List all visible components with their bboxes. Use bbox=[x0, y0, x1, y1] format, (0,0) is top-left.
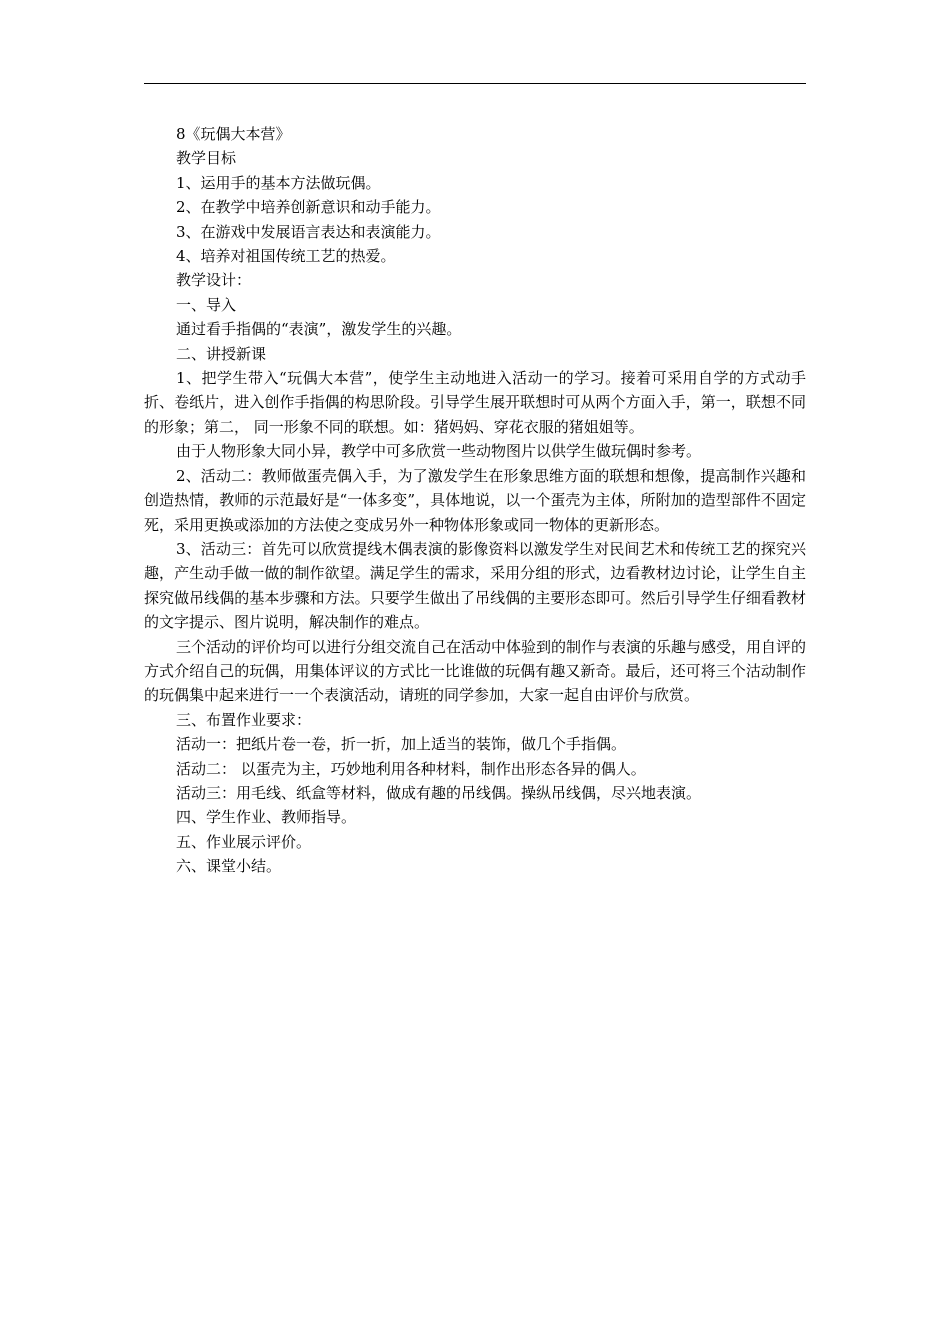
goal-item: 2、在教学中培养创新意识和动手能力。 bbox=[176, 198, 441, 217]
homework-item: 活动二： 以蛋壳为主，巧妙地利用各种材料，制作出形态各异的偶人。 bbox=[176, 759, 646, 778]
paragraph-evaluation: 三个活动的评价均可以进行分组交流自己在活动中体验到的制作与表演的乐趣与感受，用自评的方式介绍自己的玩偶，用集体评议的方式比一比谁做的玩偶有趣又新奇。最后，还可将三个沽动制作的玩偶集中起来进行一一个表演活动，请班的同学参加，大家一起自由评价与欣赏。 bbox=[144, 637, 807, 705]
homework-item: 活动一：把纸片卷一卷，折一折，加上适当的装饰，做几个手指偶。 bbox=[176, 735, 627, 754]
paragraph-activity-two: 2、活动二：教师做蛋壳偶入手，为了激发学生在形象思维方面的联想和想像，提高制作兴趣和创造热情，教师的示范最好是“一体多变”，具体地说，以一个蛋壳为主体，所附加的造型部件不固定死，采用更换或添加的方法使之变成另外一种物体形象或同一物体的更新形态。 bbox=[144, 466, 806, 534]
goals-heading: 教学目标 bbox=[176, 149, 237, 168]
paragraph-activity-one: 1、把学生带入“玩偶大本营”，使学生主动地进入活动一的学习。接着可采用自学的方式动手折、卷纸片，进入创作手指偶的构思阶段。引导学生展开联想时可从两个方面入手，第一，联想不同的形象；第二， 同一形象不同的联想。如：猪妈妈、穿花衣服的猪姐姐等。 bbox=[144, 369, 806, 436]
section-heading-guidance: 四、学生作业、教师指导。 bbox=[176, 808, 357, 827]
design-heading: 教学设计： bbox=[176, 271, 252, 290]
paragraph-reference: 由于人物形象大同小异，教学中可多欣赏一些动物图片以供学生做玩偶时参考。 bbox=[176, 442, 702, 461]
document-body bbox=[144, 122, 806, 879]
section-heading-summary: 六、课堂小结。 bbox=[176, 857, 282, 876]
goal-item: 3、在游戏中发展语言表达和表演能力。 bbox=[176, 222, 441, 241]
homework-item: 活动三：用毛线、纸盒等材料，做成有趣的吊线偶。操纵吊线偶，尽兴地表演。 bbox=[176, 783, 702, 802]
section-heading-new-lesson: 二、讲授新课 bbox=[176, 344, 267, 363]
document-title: 8《玩偶大本营》 bbox=[176, 125, 291, 143]
intro-text: 通过看手指偶的“表演”，激发学生的兴趣。 bbox=[176, 320, 462, 339]
header-rule bbox=[144, 83, 806, 84]
section-heading-intro: 一、导入 bbox=[176, 295, 237, 314]
section-heading-display: 五、作业展示评价。 bbox=[176, 832, 312, 851]
goal-item: 1、运用手的基本方法做玩偶。 bbox=[176, 173, 381, 192]
section-heading-homework: 三、布置作业要求： bbox=[176, 710, 312, 729]
goal-item: 4、培养对祖国传统工艺的热爱。 bbox=[176, 247, 396, 266]
paragraph-activity-three: 3、活动三：首先可以欣赏提线木偶表演的影像资料以激发学生对民间艺术和传统工艺的探究兴趣，产生动手做一做的制作欲望。满足学生的需求，采用分组的形式，边看教材边讨论，让学生自主探究做吊线偶的基本步骤和方法。只要学生做出了吊线偶的主要形态即可。然后引导学生仔细看教材的文字提示、图片说明，解决制作的难点。 bbox=[144, 539, 806, 632]
